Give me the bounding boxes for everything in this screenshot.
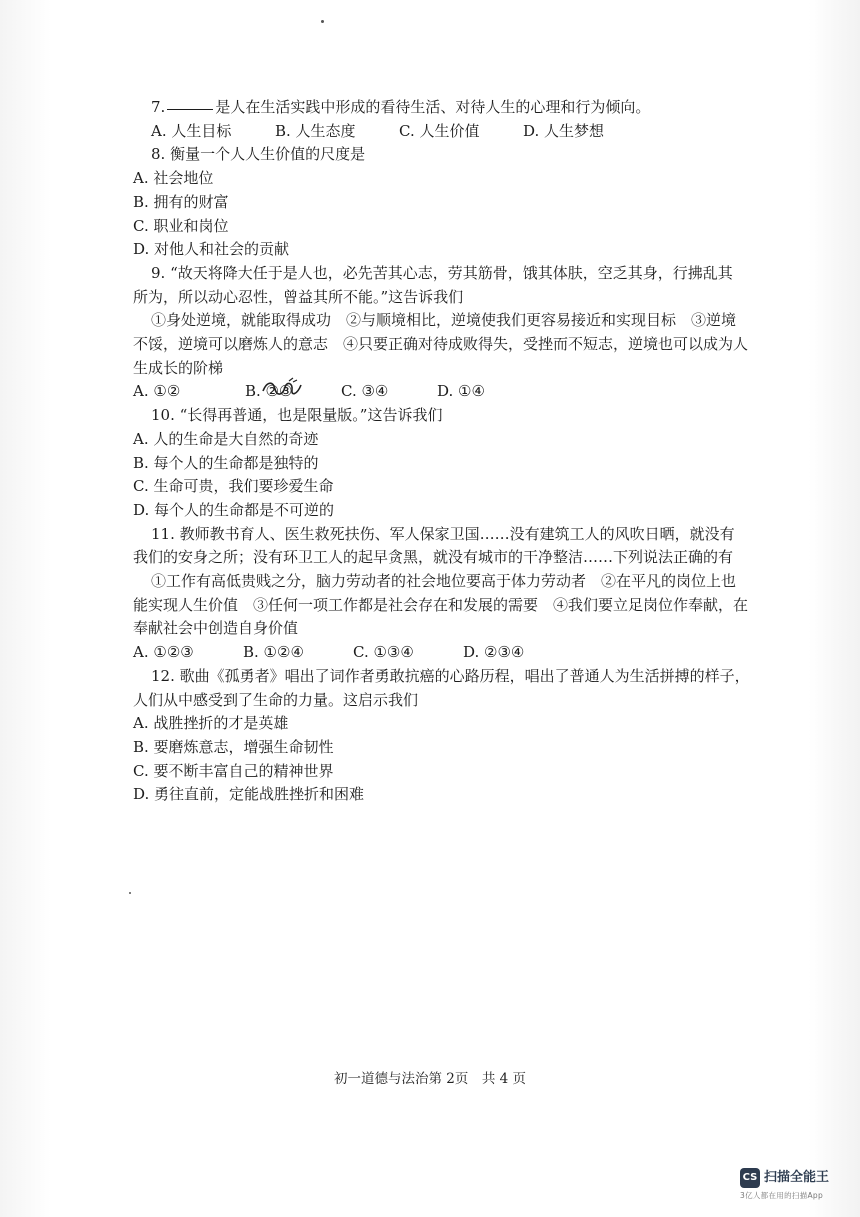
cs-logo-icon: CS <box>740 1168 760 1188</box>
option-b: B. ①②④ <box>243 643 304 662</box>
option-a: A. ①② <box>133 382 181 401</box>
question-10-stem: 10. “长得再普通，也是限量版。”这告诉我们 <box>151 406 443 425</box>
option-c: C. 职业和岗位 <box>133 216 229 235</box>
option-c: C. 生命可贵，我们要珍爱生命 <box>133 477 334 496</box>
question-12-stem: 12. 歌曲《孤勇者》唱出了词作者勇敢抗癌的心路历程，唱出了普通人为生活拼搏的样子， <box>151 666 750 685</box>
option-d: D. 人生梦想 <box>523 121 605 140</box>
option-a: A. 人生目标 <box>151 121 232 140</box>
scan-speck <box>321 20 324 23</box>
option-a: A. 战胜挫折的才是英雄 <box>133 714 289 733</box>
option-d: D. 对他人和社会的贡献 <box>133 240 290 259</box>
option-c: C. 要不断丰富自己的精神世界 <box>133 761 334 780</box>
question-11-stem-cont: 我们的安身之所；没有环卫工人的起早贪黑，就没有城市的干净整洁……下列说法正确的有 <box>133 548 734 567</box>
question-9-stem: 9. “故天将降大任于是人也，必先苦其心志，劳其筋骨，饿其体肤，空乏其身，行拂乱其 <box>151 263 733 282</box>
question-8-stem: 8. 衡量一个人人生价值的尺度是 <box>151 145 366 164</box>
question-7-stem: 7. 是人在生活实践中形成的看待生活、对待人生的心理和行为倾向。 <box>151 98 651 116</box>
option-a: A. 人的生命是大自然的奇迹 <box>133 429 319 448</box>
watermark-app-name: 扫描全能王 <box>764 1170 830 1185</box>
option-b: B. 拥有的财富 <box>133 192 229 211</box>
scanner-watermark <box>740 1166 852 1206</box>
question-11-statements-cont: 奉献社会中创造自身价值 <box>133 619 299 638</box>
question-11-stem: 11. 教师教书育人、医生救死扶伤、军人保家卫国……没有建筑工人的风吹日晒，就没有 <box>151 524 735 543</box>
option-a: A. ①②③ <box>133 643 194 662</box>
question-7-options <box>133 120 793 144</box>
option-b: B. ②③ <box>245 380 341 404</box>
option-b: B. 人生态度 <box>275 121 356 140</box>
question-11-options <box>133 641 793 665</box>
option-d: D. ①④ <box>437 382 485 401</box>
question-9-statements-cont: 不馁，逆境可以磨炼人的意志 ④只要正确对待成败得失，受挫而不短志，逆境也可以成为人 <box>133 335 749 354</box>
question-9-statements: ①身处逆境，就能取得成功 ②与顺境相比，逆境使我们更容易接近和实现目标 ③逆境 <box>151 311 737 330</box>
question-content <box>133 96 793 807</box>
watermark-tagline: 3亿人都在用的扫描App <box>740 1191 824 1200</box>
option-b: B. 每个人的生命都是独特的 <box>133 453 319 472</box>
option-d: D. 勇往直前，定能战胜挫折和困难 <box>133 785 365 804</box>
pen-scribble-mark <box>259 377 305 399</box>
question-9-stem-cont: 所为，所以动心忍性，曾益其所不能。”这告诉我们 <box>133 287 464 306</box>
option-c: C. 人生价值 <box>399 121 480 140</box>
option-c: C. ①③④ <box>353 643 414 662</box>
question-9-statements-cont: 生成长的阶梯 <box>133 358 224 377</box>
page-footer: 初一道德与法治第 2页 共 4 页 <box>333 1071 527 1087</box>
question-11-statements-cont: 能实现人生价值 ③任何一项工作都是社会存在和发展的需要 ④我们要立足岗位作奉献，在 <box>133 595 749 614</box>
option-d: D. 每个人的生命都是不可逆的 <box>133 500 335 519</box>
option-d: D. ②③④ <box>463 643 525 662</box>
option-c: C. ③④ <box>341 382 389 401</box>
question-12-stem-cont: 人们从中感受到了生命的力量。这启示我们 <box>133 690 419 709</box>
answer-blank <box>167 109 213 110</box>
question-11-statements: ①工作有高低贵贱之分，脑力劳动者的社会地位要高于体力劳动者 ②在平凡的岗位上也 <box>151 572 737 591</box>
option-b: B. 要磨炼意志，增强生命韧性 <box>133 737 334 756</box>
question-9-options <box>133 380 793 404</box>
scan-speck <box>129 892 131 894</box>
option-a: A. 社会地位 <box>133 169 214 188</box>
